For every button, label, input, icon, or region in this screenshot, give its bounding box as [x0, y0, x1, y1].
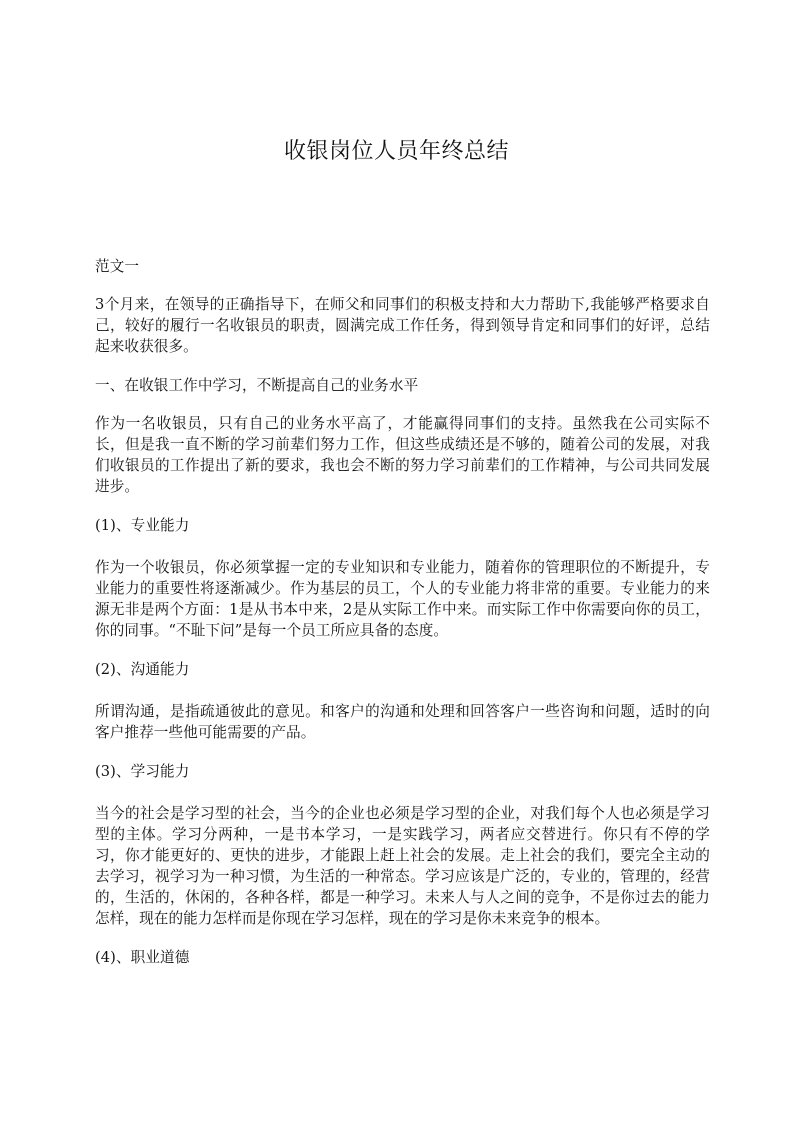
intro-paragraph: 3个月来，在领导的正确指导下，在师父和同事们的积极支持和大力帮助下,我能够严格要求自己，较好的履行一名收银员的职责，圆满完成工作任务，得到领导肯定和同事们的好评，总结起来收获很多。 — [95, 296, 710, 355]
page-title: 收银岗位人员年终总结 — [283, 139, 509, 164]
learning-ability-paragraph: 当今的社会是学习型的社会，当今的企业也必须是学习型的企业，对我们每个人也必须是学习型的主体。学习分两种，一是书本学习，一是实践学习，两者应交替进行。你只有不停的学习，你才能更好的、更快的进步，才能跟上赶上社会的发展。走上社会的我们，要完全主动的去学习，视学习为一种习惯，为生活的一种常态。学习应该是广泛的，专业的，管理的，经营的，生活的，休闲的，各种各样，都是一种学习。未来人与人之间的竞争，不是你过去的能力怎样，现在的能力怎样而是你现在学习怎样，现在的学习是你未来竞争的根本。 — [95, 805, 710, 927]
section-1-paragraph: 作为一名收银员，只有自己的业务水平高了，才能赢得同事们的支持。虽然我在公司实际不长，但是我一直不断的学习前辈们努力工作，但这些成绩还是不够的，随着公司的发展，对我们收银员的工作提出了新的要求，我也会不断的努力学习前辈们的工作精神，与公司共同发展进步。 — [95, 415, 710, 495]
communication-ability-paragraph: 所谓沟通，是指疏通彼此的意见。和客户的沟通和处理和回答客户一些咨询和问题，适时的向客户推荐一些他可能需要的产品。 — [95, 703, 710, 741]
section-label: 范文一 — [95, 258, 140, 275]
subheading-professional-ethics: (4)、职业道德 — [95, 949, 190, 966]
section-heading-1: 一、在收银工作中学习，不断提高自己的业务水平 — [95, 377, 419, 394]
subheading-communication-ability: (2)、沟通能力 — [95, 661, 190, 678]
subheading-learning-ability: (3)、学习能力 — [95, 763, 190, 780]
professional-ability-paragraph: 作为一个收银员，你必须掌握一定的专业知识和专业能力，随着你的管理职位的不断提升，专业能力的重要性将逐渐减少。作为基层的员工，个人的专业能力将非常的重要。专业能力的来源无非是两个方面：1是从书本中来，2是从实际工作中来。而实际工作中你需要向你的员工，你的同事。“不耻下问”是每一个员工所应具备的态度。 — [95, 559, 710, 639]
document-body — [95, 256, 710, 989]
subheading-professional-ability: (1)、专业能力 — [95, 517, 190, 534]
